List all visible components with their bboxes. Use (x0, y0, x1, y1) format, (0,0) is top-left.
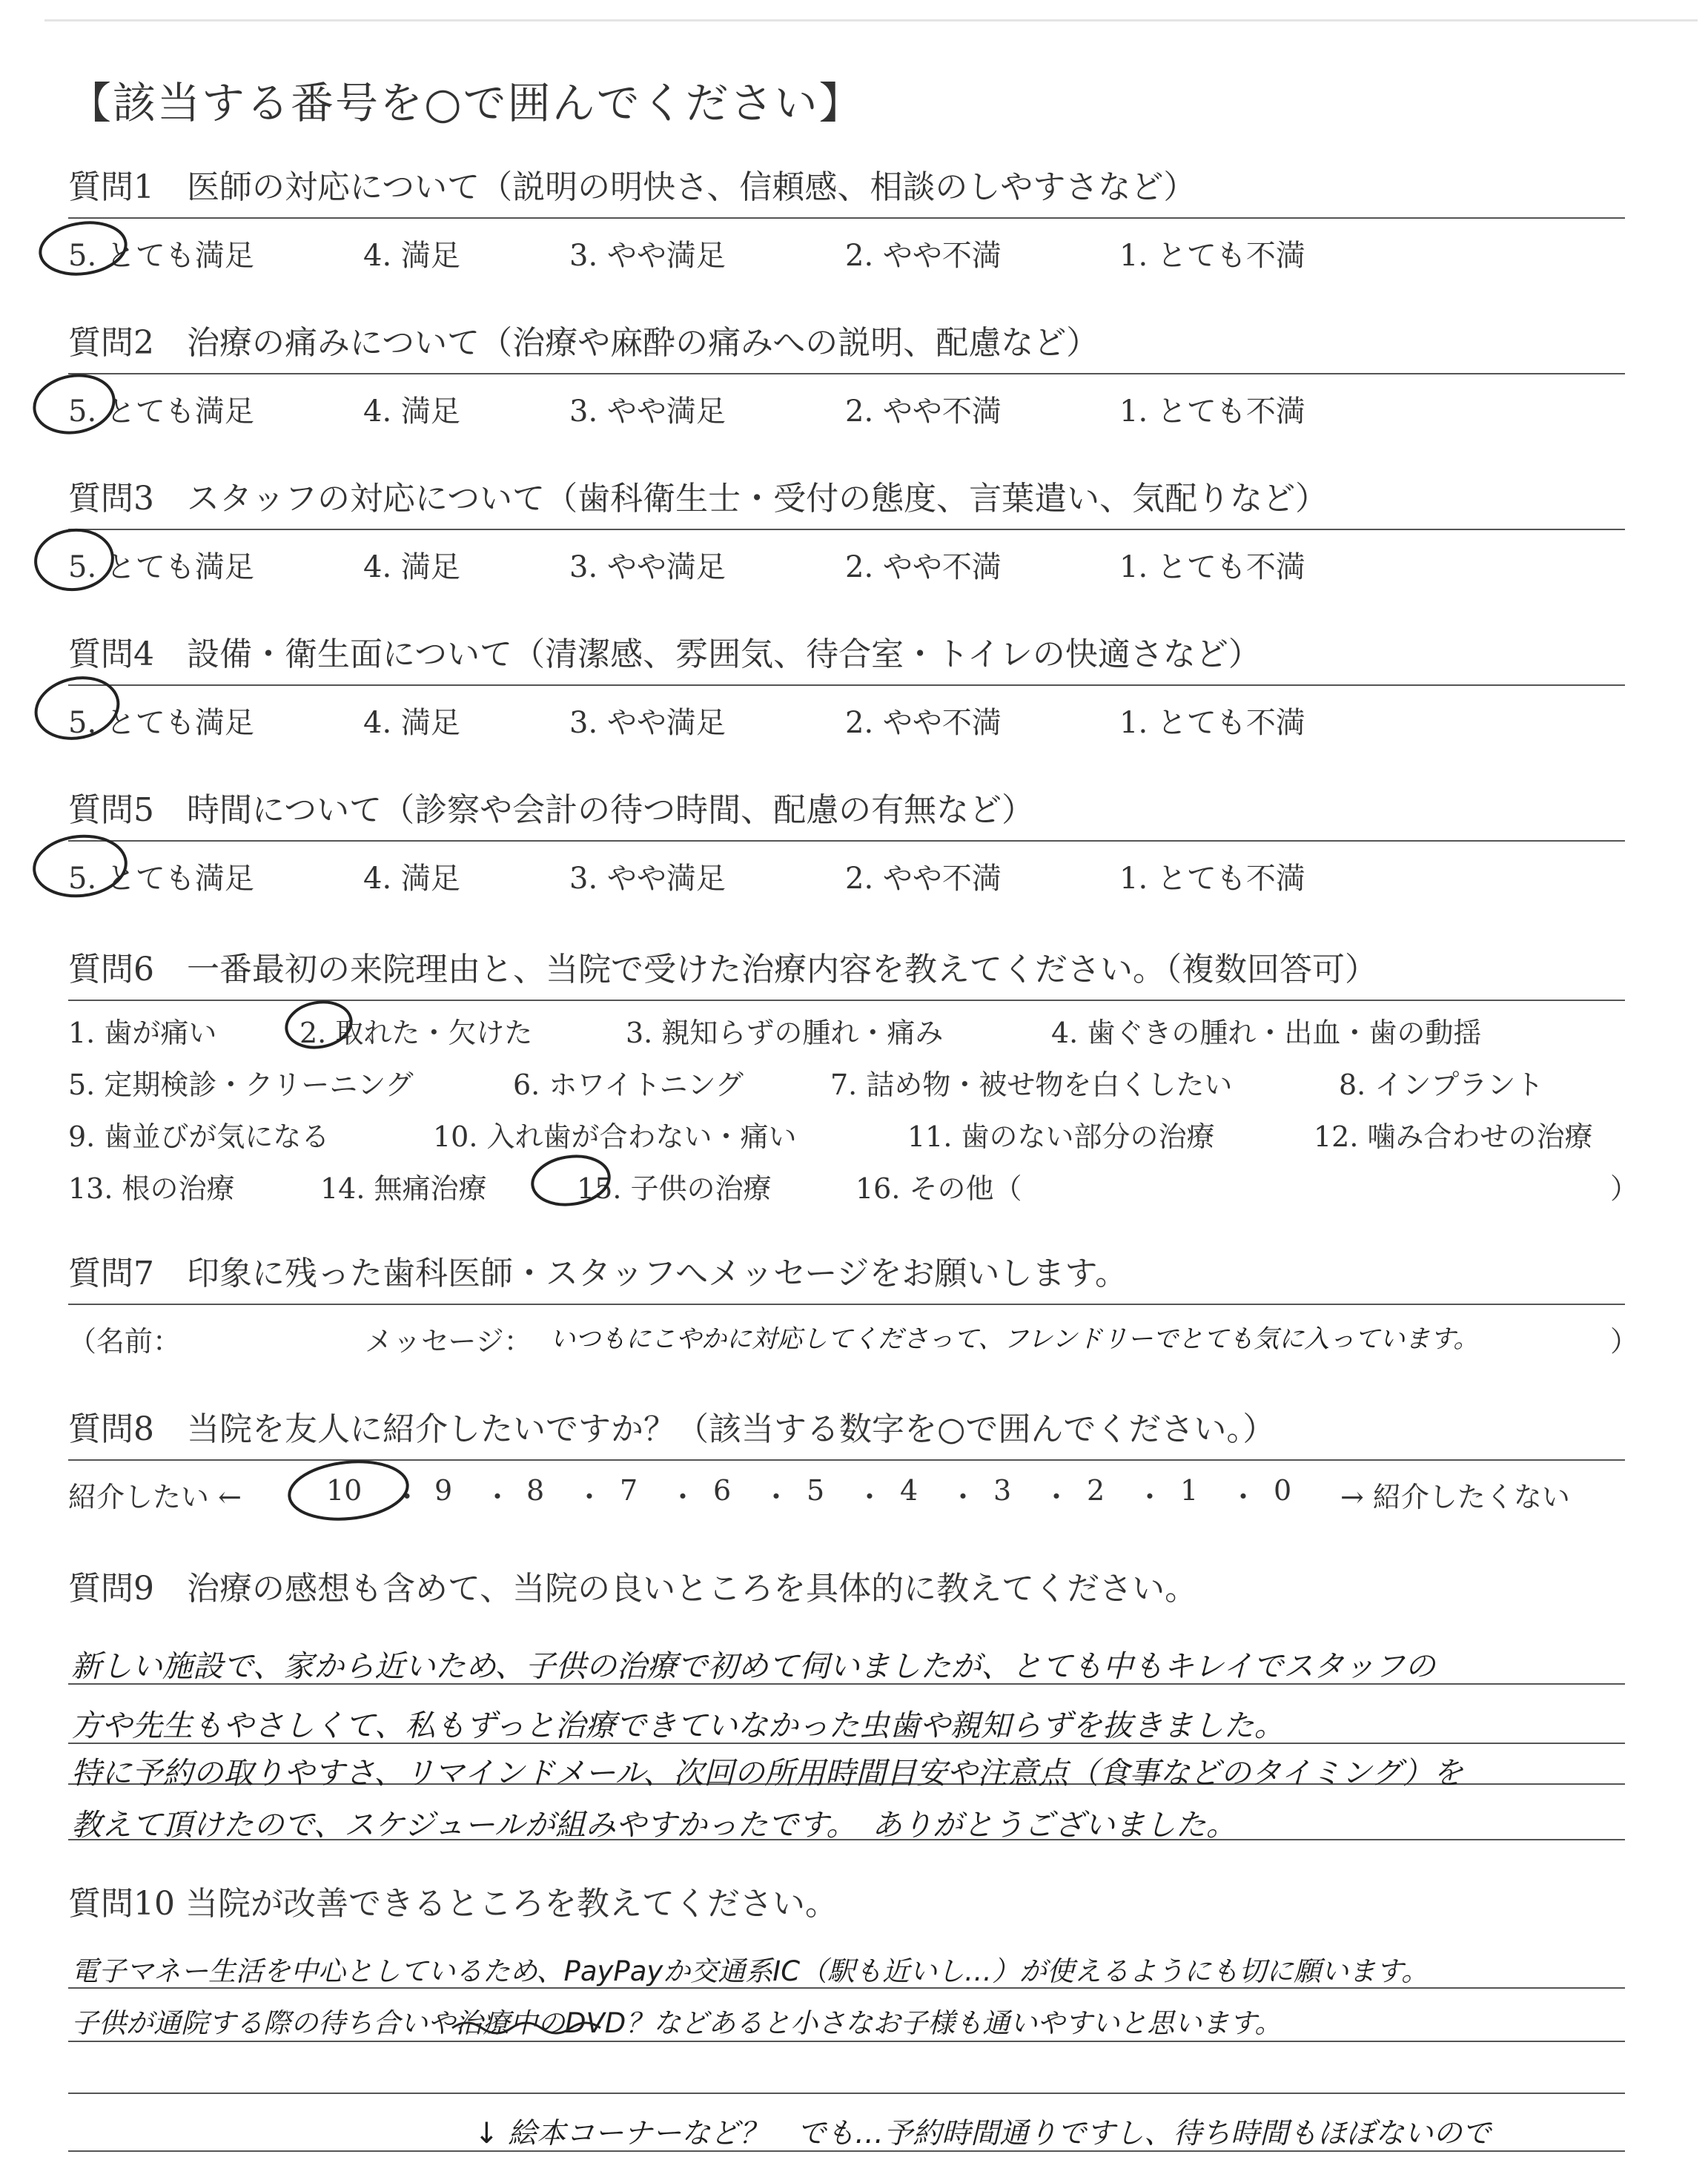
option-2[interactable]: 2. やや不満 (845, 706, 1002, 740)
q6-option-5[interactable]: 5. 定期検診・クリーニング (68, 1069, 414, 1101)
scale-dot: ・ (949, 1481, 978, 1513)
scale-6[interactable]: 6 (713, 1474, 732, 1507)
q6-option-8[interactable]: 8. インプラント (1339, 1069, 1544, 1101)
question-title: 質問9 治療の感想も含めて、当院の良いところを具体的に教えてください。 (68, 1570, 1198, 1608)
q6-option-2[interactable]: 2. 取れた・欠けた (299, 1017, 533, 1049)
scale-dot: ・ (575, 1481, 604, 1513)
scale-dot: ・ (1229, 1481, 1258, 1513)
scale-dot: ・ (483, 1481, 512, 1513)
option-5[interactable]: 5. とても満足 (68, 706, 254, 740)
option-5[interactable]: 5. とても満足 (68, 550, 254, 584)
scale-10[interactable]: 10 (326, 1474, 363, 1507)
option-4[interactable]: 4. 満足 (363, 394, 460, 429)
page-title: 【該当する番号を○で囲んでください】 (68, 78, 864, 128)
q9-answer-line-1: 新しい施設で、家から近いため、子供の治療で初めて伺いましたが、とても中もキレイでスタッフの (71, 1648, 1436, 1684)
option-1[interactable]: 1. とても不満 (1119, 394, 1305, 429)
question-title: 質問7 印象に残った歯科医師・スタッフへメッセージをお願いします。 (68, 1255, 1128, 1292)
question-title: 質問10 当院が改善できるところを教えてください。 (68, 1885, 838, 1923)
question-title: 質問4 設備・衛生面について（清潔感、雰囲気、待合室・トイレの快適さなど） (68, 635, 1261, 673)
scale-right-label: → 紹介したくない (1340, 1481, 1570, 1513)
question-title: 質問3 スタッフの対応について（歯科衛生士・受付の態度、言葉遣い、気配りなど） (68, 480, 1328, 518)
q6-option-1[interactable]: 1. 歯が痛い (68, 1017, 217, 1049)
option-2[interactable]: 2. やや不満 (845, 394, 1002, 429)
q10-answer-line-1: 電子マネー生活を中心としているため、PayPayか交通系IC（駅も近いし…）が使えるようにも切に願います。 (71, 1955, 1429, 1987)
scale-5[interactable]: 5 (807, 1474, 825, 1507)
option-5[interactable]: 5. とても満足 (68, 862, 254, 896)
scale-dot: ・ (393, 1481, 422, 1513)
q6-option-7[interactable]: 7. 詰め物・被せ物を白くしたい (830, 1069, 1233, 1101)
option-2[interactable]: 2. やや不満 (845, 862, 1002, 896)
option-1[interactable]: 1. とても不満 (1119, 706, 1305, 740)
q6-option-15[interactable]: 15. 子供の治療 (577, 1172, 772, 1205)
question-title: 質問5 時間について（診察や会計の待つ時間、配慮の有無など） (68, 791, 1035, 829)
scale-2[interactable]: 2 (1087, 1474, 1105, 1507)
q6-option-10[interactable]: 10. 入れ歯が合わない・痛い (433, 1120, 797, 1153)
q10-answer-line-2: 子供が通院する際の待ち合いや治療中のDVD？などあると小さなお子様も通いやすいと思います。 (71, 2007, 1282, 2039)
q6-option-6[interactable]: 6. ホワイトニング (513, 1069, 744, 1101)
selection-circle-q3 (33, 526, 116, 593)
q6-option-14[interactable]: 14. 無痛治療 (320, 1172, 487, 1205)
scale-0[interactable]: 0 (1274, 1474, 1292, 1507)
q6-option-9[interactable]: 9. 歯並びが気になる (68, 1120, 330, 1153)
question-title: 質問1 医師の対応について（説明の明快さ、信頼感、相談のしやすさなど） (68, 168, 1196, 206)
option-2[interactable]: 2. やや不満 (845, 239, 1002, 273)
q6-option-16[interactable]: 16. その他（ (855, 1172, 1022, 1205)
option-4[interactable]: 4. 満足 (363, 862, 460, 896)
q10-answer-line-4: ↓ 絵本コーナーなど？ でも…予約時間通りですし、待ち時間もほぼないので (474, 2117, 1492, 2150)
q9-answer-line-4: 教えて頂けたので、スケジュールが組みやすかったです。 ありがとうございました。 (71, 1807, 1237, 1843)
scale-8[interactable]: 8 (526, 1474, 545, 1507)
option-1[interactable]: 1. とても不満 (1119, 862, 1305, 896)
option-5[interactable]: 5. とても満足 (68, 239, 254, 273)
option-3[interactable]: 3. やや満足 (569, 706, 726, 740)
option-5[interactable]: 5. とても満足 (68, 394, 254, 429)
scale-9[interactable]: 9 (434, 1474, 453, 1507)
question-title: 質問6 一番最初の来院理由と、当院で受けた治療内容を教えてください。（複数回答可） (68, 951, 1377, 988)
q6-option-4[interactable]: 4. 歯ぐきの腫れ・出血・歯の動揺 (1051, 1017, 1482, 1049)
selection-circle-q4 (30, 670, 124, 746)
scale-dot: ・ (855, 1481, 884, 1513)
option-3[interactable]: 3. やや満足 (569, 862, 726, 896)
option-3[interactable]: 3. やや満足 (569, 394, 726, 429)
message-close: ） (1610, 1325, 1639, 1358)
q6-option-12[interactable]: 12. 噛み合わせの治療 (1314, 1120, 1593, 1153)
option-3[interactable]: 3. やや満足 (569, 550, 726, 584)
scale-dot: ・ (1136, 1481, 1165, 1513)
option-3[interactable]: 3. やや満足 (569, 239, 726, 273)
selection-circle-q8 (286, 1456, 410, 1525)
option-4[interactable]: 4. 満足 (363, 706, 460, 740)
question-title: 質問8 当院を友人に紹介したいですか？（該当する数字を○で囲んでください。） (68, 1410, 1276, 1448)
scale-left-label: 紹介したい ← (68, 1481, 242, 1513)
q6-option-11[interactable]: 11. 歯のない部分の治療 (907, 1120, 1215, 1153)
scale-3[interactable]: 3 (993, 1474, 1012, 1507)
selection-circle-q6-15 (529, 1152, 612, 1209)
scale-dot: ・ (762, 1481, 791, 1513)
question-title: 質問2 治療の痛みについて（治療や麻酔の痛みへの説明、配慮など） (68, 324, 1099, 362)
option-2[interactable]: 2. やや不満 (845, 550, 1002, 584)
q6-option-3[interactable]: 3. 親知らずの腫れ・痛み (626, 1017, 944, 1049)
scale-4[interactable]: 4 (900, 1474, 918, 1507)
option-1[interactable]: 1. とても不満 (1119, 550, 1305, 584)
q6-option-13[interactable]: 13. 根の治療 (68, 1172, 235, 1205)
scale-dot: ・ (1042, 1481, 1071, 1513)
name-label: （名前： (68, 1325, 182, 1358)
message-label: メッセージ： (365, 1325, 532, 1358)
selection-circle-q2 (30, 369, 119, 439)
squiggle-underline (452, 2023, 600, 2033)
option-1[interactable]: 1. とても不満 (1119, 239, 1305, 273)
scale-dot: ・ (669, 1481, 698, 1513)
q9-answer-line-3: 特に予約の取りやすさ、リマインドメール、次回の所用時間目安や注意点（食事などのタイミング）を (71, 1755, 1463, 1791)
option-4[interactable]: 4. 満足 (363, 239, 460, 273)
q6-other-close: ） (1610, 1172, 1639, 1205)
selection-circle-q1 (37, 217, 129, 279)
option-4[interactable]: 4. 満足 (363, 550, 460, 584)
selection-circle-q6-2 (282, 997, 354, 1052)
selection-circle-q5 (31, 832, 129, 901)
q9-answer-line-2: 方や先生もやさしくて、私もずっと治療できていなかった虫歯や親知らずを抜きました。 (71, 1708, 1285, 1743)
handwritten-message: いつもにこやかに対応してくださって、フレンドリーでとても気に入っています。 (550, 1324, 1479, 1354)
scale-1[interactable]: 1 (1180, 1474, 1199, 1507)
scale-7[interactable]: 7 (620, 1474, 638, 1507)
